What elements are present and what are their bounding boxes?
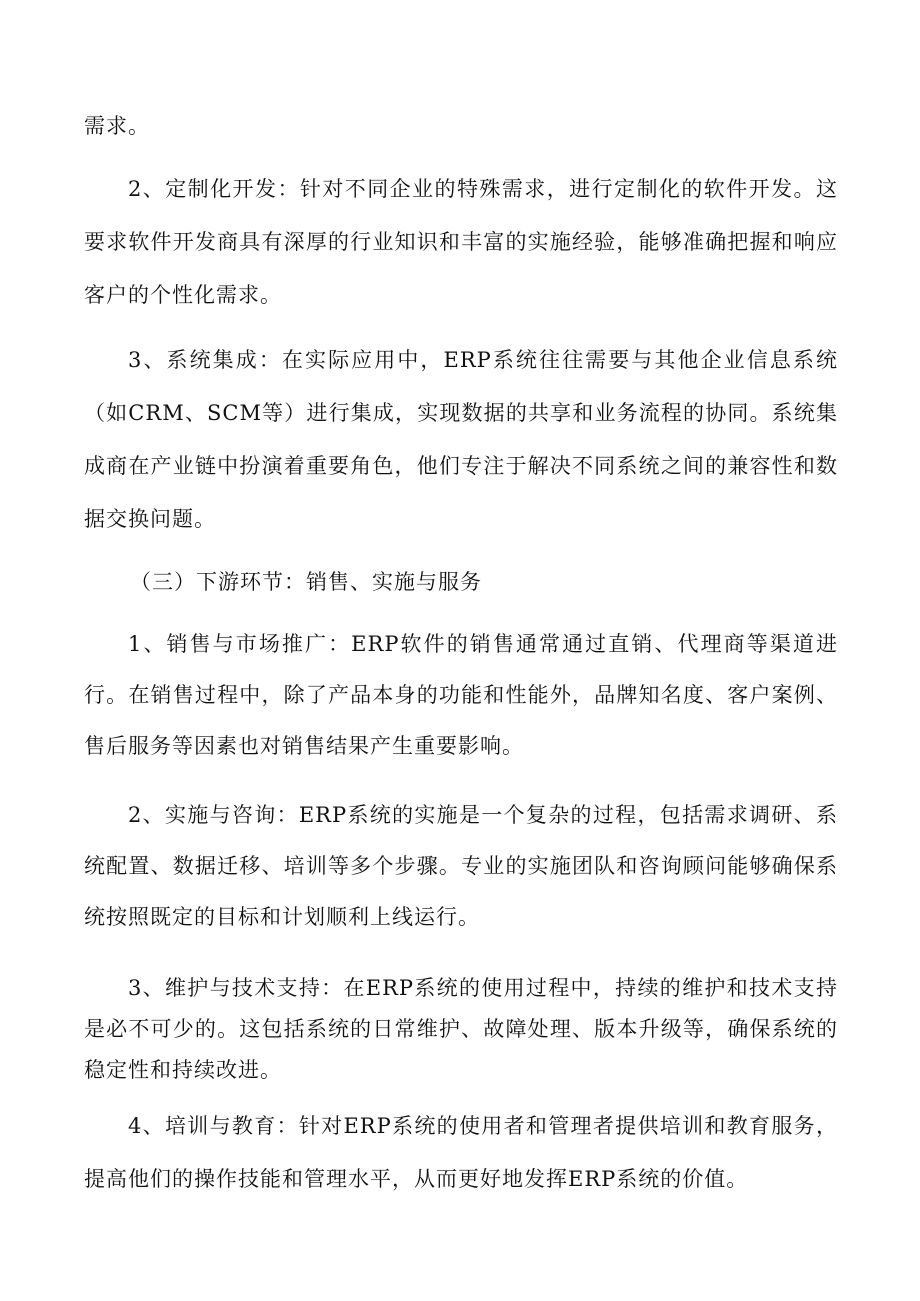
paragraph-training-education: 4、培训与教育：针对ERP系统的使用者和管理者提供培训和教育服务，提高他们的操作技能和管理水平，从而更好地发挥ERP系统的价值。 — [84, 1114, 838, 1191]
paragraph-system-integration: 3、系统集成：在实际应用中，ERP系统往往需要与其他企业信息系统（如CRM、SCM等）进行集成，实现数据的共享和业务流程的协同。系统集成商在产业链中扮演着重要角色，他们专注于解决不同系统之间的兼容性和数据交换问题。 — [84, 348, 838, 531]
paragraph-continuation: 需求。 — [84, 114, 150, 138]
paragraph-sales-marketing: 1、销售与市场推广：ERP软件的销售通常通过直销、代理商等渠道进行。在销售过程中，除了产品本身的功能和性能外，品牌知名度、客户案例、售后服务等因素也对销售结果产生重要影响。 — [84, 632, 838, 758]
paragraph-custom-development: 2、定制化开发：针对不同企业的特殊需求，进行定制化的软件开发。这要求软件开发商具有深厚的行业知识和丰富的实施经验，能够准确把握和响应客户的个性化需求。 — [84, 177, 838, 307]
paragraph-implementation-consulting: 2、实施与咨询：ERP系统的实施是一个复杂的过程，包括需求调研、系统配置、数据迁移、培训等多个步骤。专业的实施团队和咨询顾问能够确保系统按照既定的目标和计划顺利上线运行。 — [84, 803, 838, 929]
paragraph-maintenance-support: 3、维护与技术支持：在ERP系统的使用过程中，持续的维护和技术支持是必不可少的。这包括系统的日常维护、故障处理、版本升级等，确保系统的稳定性和持续改进。 — [84, 976, 838, 1082]
section-heading-downstream: （三）下游环节：销售、实施与服务 — [130, 570, 482, 594]
